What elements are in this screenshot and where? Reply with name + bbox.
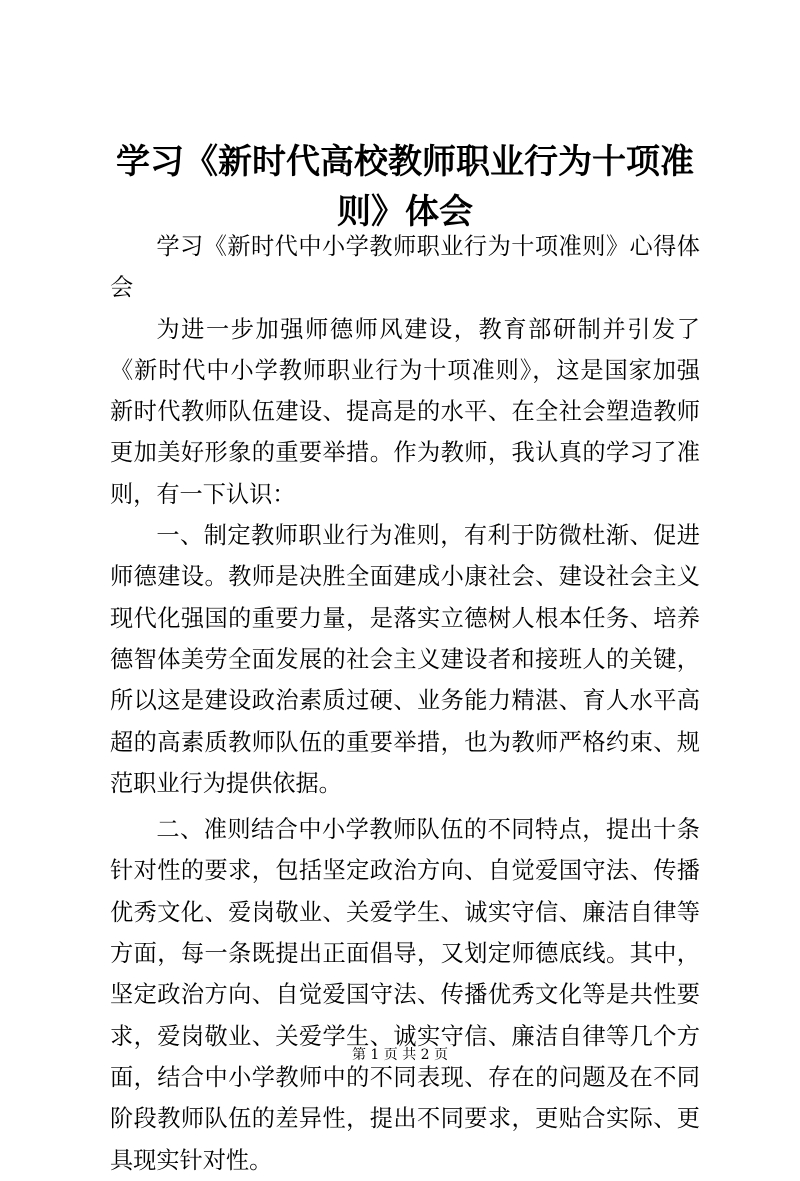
point-two-paragraph: 二、准则结合中小学教师队伍的不同特点，提出十条针对性的要求，包括坚定政治方向、自觉爱国守法、传播优秀文化、爱岗敬业、关爱学生、诚实守信、廉洁自律等方面，每一条既提出正面倡导，又划定师德底线。其中，坚定政治方向、自觉爱国守法、传播优秀文化等是共性要求，爱岗敬业、关爱学生、诚实守信、廉洁自律等几个方面，结合中小学教师中的不同表现、存在的问题及在不同阶段教师队伍的差异性，提出不同要求，更贴合实际、更具现实针对性。 — [110, 816, 700, 1174]
document-body — [110, 226, 700, 1181]
intro-paragraph: 为进一步加强师德师风建设，教育部研制并引发了《新时代中小学教师职业行为十项准则》，这是国家加强新时代教师队伍建设、提高是的水平、在全社会塑造教师更加美好形象的重要举措。作为教师，我认真的学习了准则，有一下认识： — [110, 315, 700, 508]
subtitle-paragraph: 学习《新时代中小学教师职业行为十项准则》心得体会 — [110, 233, 700, 302]
page-number-footer: 第 1 页 共 2 页 — [351, 1047, 449, 1063]
document-title: 学习《新时代高校教师职业行为十项准则》体会 — [116, 142, 694, 232]
point-one-paragraph: 一、制定教师职业行为准则，有利于防微杜渐、促进师德建设。教师是决胜全面建成小康社会、建设社会主义现代化强国的重要力量，是落实立德树人根本任务、培养德智体美劳全面发展的社会主义建设者和接班人的关键，所以这是建设政治素质过硬、业务能力精湛、育人水平高超的高素质教师队伍的重要举措，也为教师严格约束、规范职业行为提供依据。 — [110, 522, 700, 797]
